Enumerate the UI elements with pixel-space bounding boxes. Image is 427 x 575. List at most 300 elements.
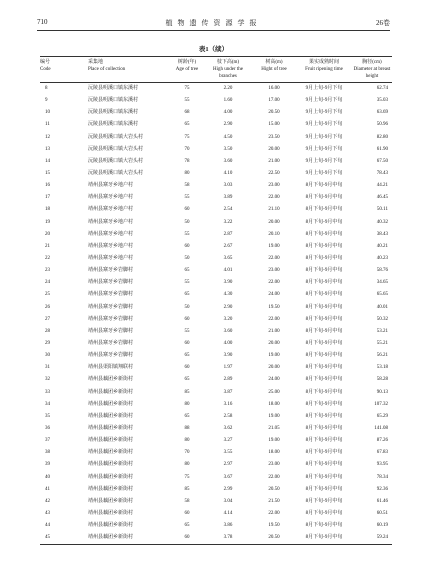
table-row bbox=[40, 447, 392, 459]
tree-data-table bbox=[40, 56, 392, 545]
cell-age: 65 bbox=[184, 268, 190, 274]
cell-age: 55 bbox=[184, 328, 190, 334]
cell-code: 35 bbox=[45, 413, 50, 419]
cell-age: 85 bbox=[184, 486, 190, 492]
cell-age: 50 bbox=[184, 256, 190, 262]
table-row bbox=[40, 83, 392, 96]
cell-place: 靖州县寨牙乡岩脚村 bbox=[88, 316, 134, 322]
cell-dbh: 55.21 bbox=[376, 341, 388, 347]
cell-dbh: 63.69 bbox=[376, 110, 388, 116]
cell-ripening-time: 8月下旬-9月中旬 bbox=[305, 401, 343, 407]
table-row bbox=[40, 496, 392, 508]
header-rule bbox=[37, 30, 390, 31]
cell-tree-height: 19.00 bbox=[268, 438, 280, 444]
cell-ripening-time: 8月下旬-9月中旬 bbox=[305, 231, 343, 237]
cell-tree-height: 19.00 bbox=[268, 353, 280, 359]
cell-age: 60 bbox=[184, 207, 190, 213]
cell-branch-height: 4.50 bbox=[223, 134, 233, 140]
cell-ripening-time: 9月上旬-9月下旬 bbox=[305, 98, 343, 104]
cell-dbh: 56.21 bbox=[376, 353, 388, 359]
cell-dbh: 93.95 bbox=[376, 462, 388, 468]
cell-place: 沅陵县明溪口镇大岩头村 bbox=[88, 134, 144, 140]
table-row bbox=[40, 459, 392, 471]
cell-place: 靖州县藕团乡新街村 bbox=[88, 474, 134, 480]
cell-place: 靖州县寨牙乡地户村 bbox=[88, 195, 134, 201]
volume-label: 26卷 bbox=[376, 19, 390, 27]
cell-code: 41 bbox=[45, 486, 50, 492]
column-header-line: 枝下高(m) bbox=[216, 60, 240, 65]
cell-branch-height: 4.00 bbox=[223, 341, 233, 347]
cell-branch-height: 2.67 bbox=[223, 243, 233, 249]
cell-age: 65 bbox=[184, 523, 190, 529]
cell-tree-height: 17.00 bbox=[268, 98, 280, 104]
cell-dbh: 61.90 bbox=[376, 146, 388, 152]
cell-branch-height: 1.97 bbox=[223, 365, 233, 371]
cell-dbh: 67.50 bbox=[376, 158, 388, 164]
cell-dbh: 62.74 bbox=[376, 86, 388, 92]
cell-tree-height: 21.50 bbox=[268, 498, 280, 504]
cell-age: 50 bbox=[184, 304, 190, 310]
cell-age: 65 bbox=[184, 353, 190, 359]
page-number: 710 bbox=[37, 18, 48, 26]
table-row bbox=[40, 423, 392, 435]
cell-place: 靖州县寨牙乡地户村 bbox=[88, 219, 134, 225]
cell-place: 靖州县寨牙乡岩脚村 bbox=[88, 328, 134, 334]
table-body bbox=[40, 83, 392, 545]
table-row bbox=[40, 326, 392, 338]
cell-place: 靖州县寨牙乡地户村 bbox=[88, 256, 134, 262]
cell-branch-height: 4.10 bbox=[223, 171, 233, 177]
cell-age: 55 bbox=[184, 280, 190, 286]
column-header-line: 树龄(年) bbox=[177, 60, 197, 65]
cell-branch-height: 3.89 bbox=[223, 195, 233, 201]
column-header-tree-height bbox=[252, 57, 296, 83]
table-row bbox=[40, 241, 392, 253]
cell-dbh: 40.01 bbox=[376, 304, 388, 310]
cell-dbh: 50.96 bbox=[376, 122, 388, 128]
cell-dbh: 40.21 bbox=[376, 243, 388, 249]
cell-tree-height: 21.10 bbox=[268, 207, 280, 213]
cell-dbh: 65.29 bbox=[376, 413, 388, 419]
cell-branch-height: 2.90 bbox=[223, 304, 233, 310]
cell-dbh: 78.34 bbox=[376, 474, 388, 480]
cell-place: 靖州县藕团乡新街村 bbox=[88, 523, 134, 529]
column-header-line: Diameter at breast bbox=[353, 67, 391, 72]
cell-ripening-time: 9月上旬-9月下旬 bbox=[305, 110, 343, 116]
cell-tree-height: 21.00 bbox=[268, 328, 280, 334]
cell-tree-height: 22.00 bbox=[268, 280, 280, 286]
cell-branch-height: 2.20 bbox=[223, 86, 233, 92]
table-row bbox=[40, 204, 392, 216]
cell-code: 44 bbox=[45, 523, 50, 529]
cell-tree-height: 21.05 bbox=[268, 426, 280, 431]
column-header-line: 编号 bbox=[40, 60, 51, 65]
cell-dbh: 58.76 bbox=[376, 268, 388, 274]
cell-code: 14 bbox=[45, 158, 50, 164]
cell-age: 58 bbox=[184, 183, 190, 189]
cell-branch-height: 3.22 bbox=[223, 219, 233, 225]
cell-branch-height: 3.65 bbox=[223, 256, 233, 262]
table-row bbox=[40, 217, 392, 229]
cell-tree-height: 22.00 bbox=[268, 510, 280, 516]
cell-code: 9 bbox=[45, 98, 48, 104]
table-row bbox=[40, 253, 392, 265]
cell-branch-height: 3.04 bbox=[223, 498, 233, 504]
cell-ripening-time: 8月下旬-9月中旬 bbox=[305, 389, 343, 395]
cell-branch-height: 2.58 bbox=[223, 413, 233, 419]
table-row bbox=[40, 132, 392, 144]
cell-branch-height: 2.89 bbox=[223, 377, 233, 383]
column-header-line: Age of tree bbox=[175, 67, 199, 72]
cell-age: 80 bbox=[184, 462, 190, 468]
cell-place: 靖州县藕团乡新街村 bbox=[88, 426, 134, 431]
cell-age: 55 bbox=[184, 98, 190, 104]
cell-tree-height: 25.00 bbox=[268, 389, 280, 395]
cell-dbh: 53.21 bbox=[376, 328, 388, 334]
cell-ripening-time: 9月上旬-9月下旬 bbox=[305, 134, 343, 140]
cell-age: 78 bbox=[184, 158, 190, 164]
cell-ripening-time: 8月下旬-9月中旬 bbox=[305, 413, 343, 419]
cell-place: 靖州县藕团乡新街村 bbox=[88, 535, 134, 541]
column-header-line: Code bbox=[40, 67, 51, 72]
cell-ripening-time: 8月下旬-9月中旬 bbox=[305, 498, 343, 504]
cell-code: 18 bbox=[45, 207, 50, 213]
cell-age: 80 bbox=[184, 438, 190, 444]
cell-tree-height: 19.00 bbox=[268, 243, 280, 249]
table-row bbox=[40, 362, 392, 374]
cell-place: 沅陵县明溪口镇大岩头村 bbox=[88, 171, 144, 177]
cell-code: 30 bbox=[45, 353, 50, 359]
cell-dbh: 40.32 bbox=[376, 219, 388, 225]
cell-tree-height: 20.00 bbox=[268, 341, 280, 347]
cell-code: 32 bbox=[45, 377, 50, 383]
cell-branch-height: 2.99 bbox=[223, 486, 233, 492]
cell-age: 55 bbox=[184, 231, 190, 237]
table-row bbox=[40, 192, 392, 204]
cell-code: 34 bbox=[45, 401, 50, 407]
cell-dbh: 34.65 bbox=[376, 280, 388, 286]
column-header-line: 采集地 bbox=[88, 60, 104, 65]
table-row bbox=[40, 435, 392, 447]
cell-tree-height: 20.10 bbox=[268, 231, 280, 237]
cell-dbh: 53.18 bbox=[376, 365, 388, 371]
cell-branch-height: 2.90 bbox=[223, 122, 233, 128]
cell-code: 31 bbox=[45, 365, 50, 371]
cell-code: 26 bbox=[45, 304, 50, 310]
column-header-code bbox=[40, 57, 82, 83]
cell-ripening-time: 8月下旬-9月中旬 bbox=[305, 535, 343, 541]
journal-title: 植物遗传资源学报 bbox=[165, 19, 262, 27]
cell-dbh: 44.21 bbox=[376, 183, 388, 189]
cell-ripening-time: 9月上旬-9月下旬 bbox=[305, 86, 343, 92]
column-header-line: height bbox=[365, 74, 379, 79]
cell-branch-height: 3.16 bbox=[223, 401, 233, 407]
cell-tree-height: 22.50 bbox=[268, 171, 280, 177]
table-row bbox=[40, 387, 392, 399]
cell-branch-height: 3.27 bbox=[223, 438, 233, 444]
cell-branch-height: 3.78 bbox=[223, 535, 233, 541]
cell-branch-height: 3.90 bbox=[223, 353, 233, 359]
cell-place: 靖州县渠阳镇翔联村 bbox=[88, 365, 134, 371]
cell-branch-height: 1.60 bbox=[223, 98, 233, 104]
cell-tree-height: 23.00 bbox=[268, 462, 280, 468]
table-row bbox=[40, 484, 392, 496]
cell-dbh: 107.32 bbox=[374, 401, 388, 407]
cell-ripening-time: 8月下旬-9月中旬 bbox=[305, 450, 343, 456]
column-header-line: Hight of tree bbox=[261, 67, 287, 72]
cell-ripening-time: 8月下旬-9月中旬 bbox=[305, 486, 343, 492]
cell-branch-height: 3.60 bbox=[223, 328, 233, 334]
cell-dbh: 78.43 bbox=[376, 171, 388, 177]
table-row bbox=[40, 350, 392, 362]
column-header-ripening-time bbox=[296, 57, 352, 83]
cell-code: 27 bbox=[45, 316, 50, 322]
cell-tree-height: 22.00 bbox=[268, 256, 280, 262]
table-row bbox=[40, 119, 392, 131]
table-row bbox=[40, 314, 392, 326]
cell-age: 60 bbox=[184, 341, 190, 347]
cell-age: 85 bbox=[184, 389, 190, 395]
cell-ripening-time: 8月下旬-9月中旬 bbox=[305, 377, 343, 383]
cell-ripening-time: 8月下旬-9月中旬 bbox=[305, 207, 343, 213]
column-header-line: 果实成熟时间 bbox=[308, 60, 339, 65]
cell-place: 沅陵县明溪口镇大岩头村 bbox=[88, 158, 144, 164]
table-row bbox=[40, 95, 392, 107]
cell-branch-height: 3.67 bbox=[223, 474, 233, 480]
column-header-line: 树高(m) bbox=[265, 60, 283, 65]
running-header bbox=[37, 18, 390, 30]
cell-ripening-time: 8月下旬-9月中旬 bbox=[305, 243, 343, 249]
cell-ripening-time: 8月下旬-9月中旬 bbox=[305, 316, 343, 322]
cell-age: 68 bbox=[184, 110, 190, 116]
cell-age: 55 bbox=[184, 195, 190, 201]
cell-place: 沅陵县明溪口镇东溪村 bbox=[88, 110, 139, 116]
cell-code: 43 bbox=[45, 510, 50, 516]
cell-ripening-time: 8月下旬-9月中旬 bbox=[305, 328, 343, 334]
cell-dbh: 82.80 bbox=[376, 134, 388, 140]
cell-tree-height: 20.00 bbox=[268, 219, 280, 225]
cell-place: 靖州县寨牙乡岩脚村 bbox=[88, 268, 134, 274]
cell-dbh: 50.11 bbox=[376, 207, 388, 213]
cell-tree-height: 15.00 bbox=[268, 122, 280, 128]
cell-code: 19 bbox=[45, 219, 50, 225]
cell-age: 80 bbox=[184, 171, 190, 177]
cell-age: 75 bbox=[184, 474, 190, 480]
cell-ripening-time: 9月上旬-9月下旬 bbox=[305, 158, 343, 164]
cell-age: 88 bbox=[184, 426, 190, 431]
cell-age: 70 bbox=[184, 146, 190, 152]
cell-code: 42 bbox=[45, 498, 50, 504]
cell-branch-height: 3.03 bbox=[223, 183, 233, 189]
table-header-row bbox=[40, 57, 392, 83]
cell-tree-height: 20.50 bbox=[268, 486, 280, 492]
cell-dbh: 40.23 bbox=[376, 256, 388, 262]
cell-age: 60 bbox=[184, 365, 190, 371]
cell-dbh: 141.08 bbox=[374, 426, 388, 431]
cell-ripening-time: 8月下旬-9月中旬 bbox=[305, 280, 343, 286]
cell-ripening-time: 9月上旬-9月下旬 bbox=[305, 171, 343, 177]
column-header-line: Place of collection bbox=[88, 67, 126, 72]
cell-place: 靖州县寨牙乡地户村 bbox=[88, 231, 134, 237]
cell-age: 75 bbox=[184, 86, 190, 92]
cell-tree-height: 19.50 bbox=[268, 304, 280, 310]
cell-place: 靖州县寨牙乡地户村 bbox=[88, 207, 134, 213]
cell-age: 65 bbox=[184, 413, 190, 419]
cell-place: 靖州县藕团乡新街村 bbox=[88, 498, 134, 504]
cell-tree-height: 19.50 bbox=[268, 523, 280, 529]
table-row bbox=[40, 338, 392, 350]
cell-place: 靖州县藕团乡新街村 bbox=[88, 377, 134, 383]
cell-ripening-time: 8月下旬-9月中旬 bbox=[305, 510, 343, 516]
cell-branch-height: 3.90 bbox=[223, 280, 233, 286]
cell-code: 17 bbox=[45, 195, 50, 201]
cell-tree-height: 22.00 bbox=[268, 195, 280, 201]
cell-tree-height: 16.00 bbox=[268, 86, 280, 92]
cell-ripening-time: 9月上旬-9月下旬 bbox=[305, 146, 343, 152]
cell-code: 25 bbox=[45, 292, 50, 298]
cell-place: 靖州县寨牙乡岩脚村 bbox=[88, 280, 134, 286]
cell-branch-height: 4.01 bbox=[223, 268, 233, 274]
cell-code: 40 bbox=[45, 474, 50, 480]
cell-tree-height: 23.50 bbox=[268, 134, 280, 140]
cell-branch-height: 3.62 bbox=[223, 426, 233, 431]
cell-ripening-time: 8月下旬-9月中旬 bbox=[305, 365, 343, 371]
cell-code: 29 bbox=[45, 341, 50, 347]
cell-code: 24 bbox=[45, 280, 50, 286]
cell-ripening-time: 8月下旬-9月中旬 bbox=[305, 256, 343, 262]
cell-tree-height: 18.00 bbox=[268, 401, 280, 407]
cell-dbh: 46.45 bbox=[376, 195, 388, 201]
table-row bbox=[40, 374, 392, 386]
table-row bbox=[40, 229, 392, 241]
table-row bbox=[40, 289, 392, 301]
cell-dbh: 90.13 bbox=[376, 389, 388, 395]
cell-place: 靖州县藕团乡新街村 bbox=[88, 510, 134, 516]
column-header-dbh bbox=[352, 57, 392, 83]
cell-dbh: 50.32 bbox=[376, 316, 388, 322]
cell-tree-height: 23.00 bbox=[268, 183, 280, 189]
cell-age: 75 bbox=[184, 134, 190, 140]
cell-place: 沅陵县明溪口镇东溪村 bbox=[88, 98, 139, 104]
cell-branch-height: 3.86 bbox=[223, 523, 233, 529]
cell-branch-height: 2.54 bbox=[223, 207, 233, 213]
cell-tree-height: 23.00 bbox=[268, 268, 280, 274]
cell-code: 28 bbox=[45, 328, 50, 334]
cell-code: 45 bbox=[45, 535, 50, 541]
cell-tree-height: 19.00 bbox=[268, 413, 280, 419]
cell-code: 8 bbox=[45, 86, 48, 92]
cell-tree-height: 18.00 bbox=[268, 450, 280, 456]
cell-code: 12 bbox=[45, 134, 50, 140]
cell-tree-height: 20.50 bbox=[268, 110, 280, 116]
cell-age: 60 bbox=[184, 510, 190, 516]
cell-ripening-time: 8月下旬-9月中旬 bbox=[305, 304, 343, 310]
cell-ripening-time: 8月下旬-9月中旬 bbox=[305, 268, 343, 274]
cell-age: 80 bbox=[184, 401, 190, 407]
cell-dbh: 67.83 bbox=[376, 450, 388, 456]
column-header-branch-height bbox=[204, 57, 252, 83]
table-row bbox=[40, 472, 392, 484]
cell-tree-height: 24.00 bbox=[268, 377, 280, 383]
column-header-line: 胸径(cm) bbox=[362, 60, 382, 65]
cell-branch-height: 3.20 bbox=[223, 316, 233, 322]
cell-place: 靖州县藕团乡新街村 bbox=[88, 438, 134, 444]
cell-dbh: 60.19 bbox=[376, 523, 388, 529]
cell-branch-height: 3.55 bbox=[223, 450, 233, 456]
cell-dbh: 38.43 bbox=[376, 231, 388, 237]
cell-ripening-time: 8月下旬-9月中旬 bbox=[305, 462, 343, 468]
cell-place: 靖州县藕团乡新街村 bbox=[88, 413, 134, 419]
column-header-line: High under the bbox=[213, 67, 243, 72]
cell-tree-height: 20.50 bbox=[268, 535, 280, 541]
cell-age: 50 bbox=[184, 219, 190, 225]
cell-place: 靖州县藕团乡新街村 bbox=[88, 389, 134, 395]
column-header-place bbox=[82, 57, 170, 83]
table-row bbox=[40, 277, 392, 289]
cell-age: 60 bbox=[184, 243, 190, 249]
table-row bbox=[40, 520, 392, 532]
cell-age: 60 bbox=[184, 535, 190, 541]
table-row bbox=[40, 265, 392, 277]
cell-ripening-time: 8月下旬-9月中旬 bbox=[305, 341, 343, 347]
cell-branch-height: 2.87 bbox=[223, 231, 233, 237]
cell-place: 靖州县寨牙乡地户村 bbox=[88, 183, 134, 189]
cell-place: 靖州县寨牙乡岩脚村 bbox=[88, 341, 134, 347]
table-row bbox=[40, 156, 392, 168]
cell-dbh: 61.46 bbox=[376, 498, 388, 504]
cell-ripening-time: 8月下旬-9月中旬 bbox=[305, 474, 343, 480]
cell-tree-height: 24.00 bbox=[268, 292, 280, 298]
table-row bbox=[40, 144, 392, 156]
cell-branch-height: 4.14 bbox=[223, 510, 233, 516]
table-row bbox=[40, 399, 392, 411]
cell-branch-height: 2.97 bbox=[223, 462, 233, 468]
cell-dbh: 65.65 bbox=[376, 292, 388, 298]
cell-dbh: 87.26 bbox=[376, 438, 388, 444]
cell-branch-height: 3.50 bbox=[223, 146, 233, 152]
cell-code: 22 bbox=[45, 256, 50, 262]
table-caption: 表1（续） bbox=[198, 46, 229, 53]
cell-code: 10 bbox=[45, 110, 50, 116]
cell-ripening-time: 8月下旬-9月中旬 bbox=[305, 219, 343, 225]
cell-branch-height: 4.00 bbox=[223, 110, 233, 116]
cell-age: 65 bbox=[184, 122, 190, 128]
cell-tree-height: 22.00 bbox=[268, 316, 280, 322]
cell-code: 11 bbox=[45, 122, 50, 128]
cell-age: 65 bbox=[184, 377, 190, 383]
cell-ripening-time: 8月下旬-9月中旬 bbox=[305, 523, 343, 529]
table-row bbox=[40, 168, 392, 180]
cell-dbh: 60.51 bbox=[376, 510, 388, 516]
cell-code: 37 bbox=[45, 438, 50, 444]
table-row bbox=[40, 411, 392, 423]
cell-ripening-time: 8月下旬-9月中旬 bbox=[305, 195, 343, 201]
cell-place: 沅陵县明溪口镇大岩头村 bbox=[88, 146, 144, 152]
cell-dbh: 59.24 bbox=[376, 535, 388, 541]
cell-tree-height: 22.00 bbox=[268, 474, 280, 480]
cell-place: 靖州县寨牙乡地户村 bbox=[88, 243, 134, 249]
cell-place: 靖州县藕团乡新街村 bbox=[88, 450, 134, 456]
table-row bbox=[40, 508, 392, 520]
cell-ripening-time: 8月下旬-9月中旬 bbox=[305, 183, 343, 189]
cell-code: 36 bbox=[45, 426, 50, 431]
cell-branch-height: 3.60 bbox=[223, 158, 233, 164]
cell-ripening-time: 8月下旬-9月中旬 bbox=[305, 426, 343, 431]
cell-ripening-time: 9月上旬-9月下旬 bbox=[305, 122, 343, 128]
cell-tree-height: 20.00 bbox=[268, 365, 280, 371]
cell-code: 21 bbox=[45, 243, 50, 249]
cell-code: 20 bbox=[45, 231, 50, 237]
